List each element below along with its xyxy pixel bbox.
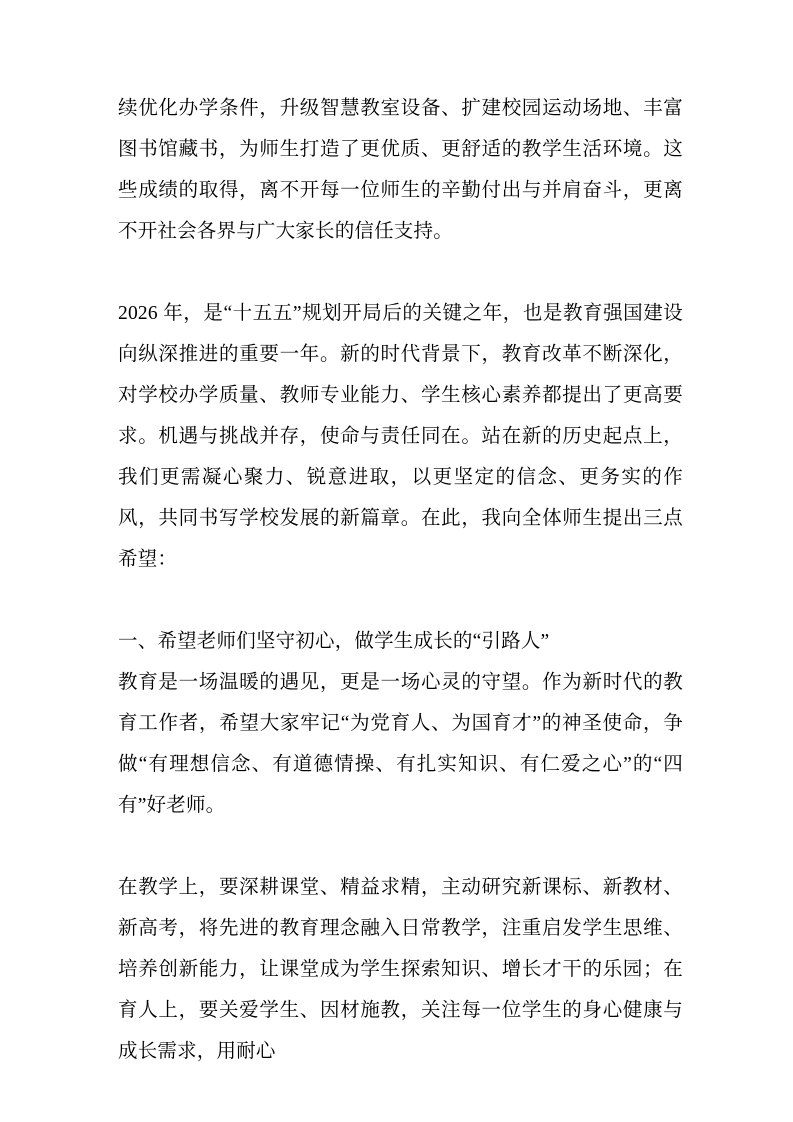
paragraph-1: 续优化办学条件，升级智慧教室设备、扩建校园运动场地、丰富图书馆藏书，为师生打造了更优质、更舒适的教学生活环境。这些成绩的取得，离不开每一位师生的辛勤付出与并肩奋斗，更离不开社会各界与广大家长的信任支持。 (118, 98, 683, 242)
section-heading-1: 一、希望老师们坚守初心，做学生成长的“引路人” (118, 631, 550, 652)
paragraph-spacer-2 (118, 580, 683, 621)
paragraph-2: 2026 年，是“十五五”规划开局后的关键之年，也是教育强国建设向纵深推进的重要一年。新的时代背景下，教育改革不断深化，对学校办学质量、教师专业能力、学生核心素养都提出了更高要求。机遇与挑战并存，使命与责任同在。站在新的历史起点上，我们更需凝心聚力、锐意进取，以更坚定的信念、更务实的作风，共同书写学校发展的新篇章。在此，我向全体师生提出三点希望： (118, 303, 683, 570)
document-body (118, 88, 683, 1072)
paragraph-spacer-3 (118, 826, 683, 867)
paragraph-3: 教育是一场温暖的遇见，更是一场心灵的守望。作为新时代的教育工作者，希望大家牢记“为党育人、为国育才”的神圣使命，争做“有理想信念、有道德情操、有扎实知识、有仁爱之心”的“四有”好老师。 (118, 672, 683, 816)
paragraph-spacer-1 (118, 252, 683, 293)
paragraph-4: 在教学上，要深耕课堂、精益求精，主动研究新课标、新教材、新高考，将先进的教育理念融入日常教学，注重启发学生思维、培养创新能力，让课堂成为学生探索知识、增长才干的乐园；在育人上，要关爱学生、因材施教，关注每一位学生的身心健康与成长需求，用耐心 (118, 877, 683, 1062)
